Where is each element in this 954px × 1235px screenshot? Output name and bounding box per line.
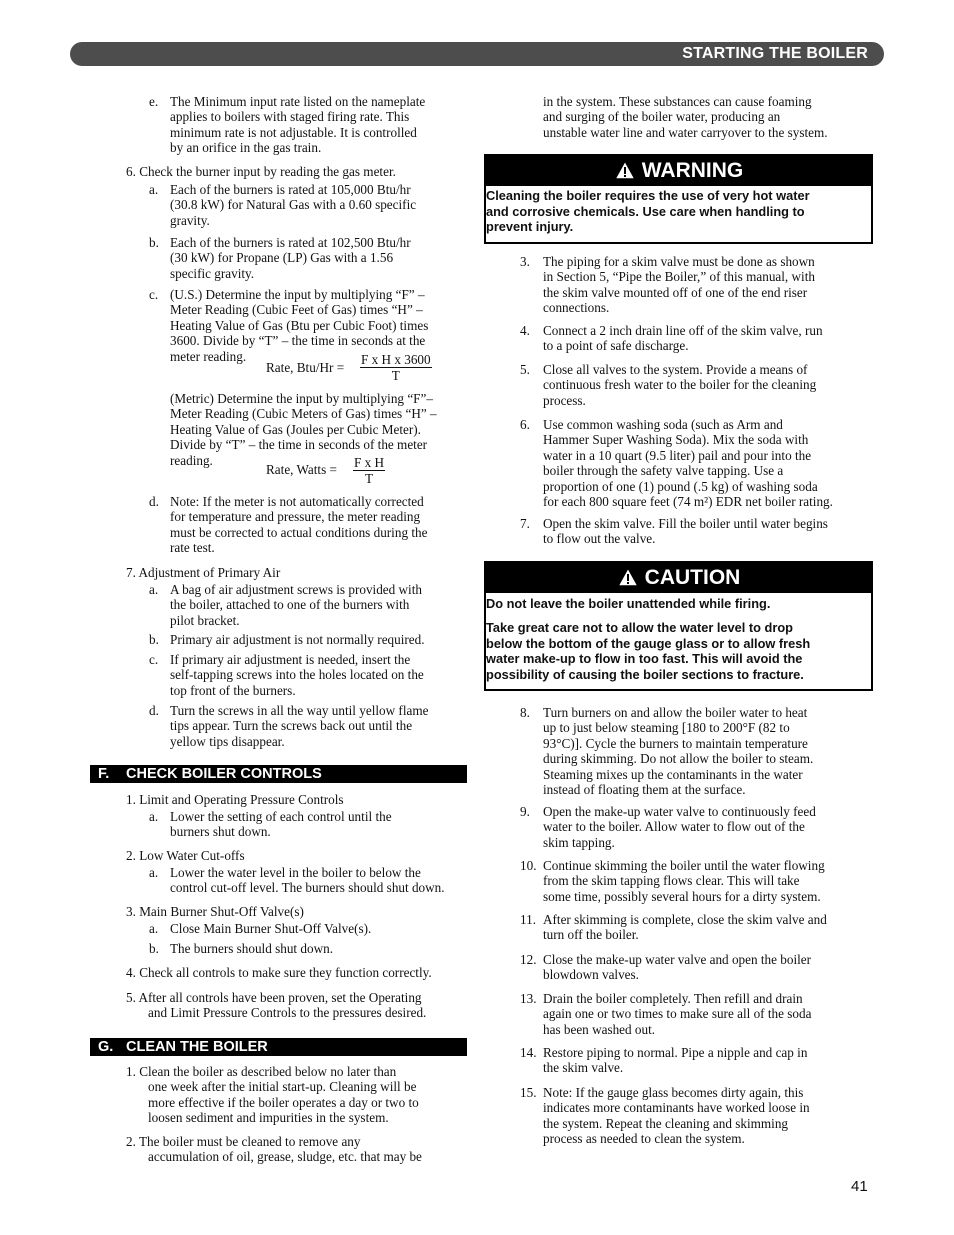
r-item-12-text-line: Close the make-up water valve and open the boiler [543, 952, 812, 967]
r-item-6-text-line: for each 800 square feet (74 m²) EDR net boiler rating. [543, 494, 833, 509]
formula-2-fraction [353, 455, 385, 486]
item-letter: b. [149, 941, 159, 956]
f-item-3b-text: The burners should shut down. [170, 941, 333, 956]
r-item-15-text-line: process as needed to clean the system. [543, 1131, 745, 1147]
item-6d-text-line: for temperature and pressure, the meter reading [170, 509, 421, 525]
r-item-3-text-line: in Section 5, “Pipe the Boiler,” of this manual, with [543, 269, 815, 285]
item-6b-text-line: specific gravity. [170, 265, 255, 281]
r-item-13-text-line: Drain the boiler completely. Then refill and drain [543, 991, 803, 1006]
item-letter: b. [149, 632, 159, 647]
item-6a-text-line: Each of the burners is rated at 105,000 Btu/hr [170, 182, 411, 197]
warning-title: WARNING [641, 159, 744, 182]
caution-text-line: water make-up to flow in too fast. This will avoid the [486, 651, 803, 666]
r-item-10-text-line: Continue skimming the boiler until the water flowing [543, 858, 825, 873]
formula-2-numerator: F x H [354, 455, 385, 470]
item-letter: a. [149, 921, 159, 936]
section-f-letter: F. [98, 766, 110, 782]
f-item-3a-text: Close Main Burner Shut-Off Valve(s). [170, 921, 372, 936]
r-item-6-text-line: Use common washing soda (such as Arm and [543, 417, 783, 432]
r-item-13-text-line: again one or two times to make sure all of the soda [543, 1006, 812, 1022]
g-item-1-text-line: loosen sediment and impurities in the system. [148, 1110, 389, 1126]
item-num: 5. [520, 362, 530, 377]
item-num: 14. [520, 1045, 537, 1060]
item-letter: d. [149, 494, 159, 509]
item-letter: c. [149, 287, 159, 302]
item-6c-text-line: (U.S.) Determine the input by multiplying “F” – [170, 287, 425, 302]
item-6c-text-line: meter reading. [170, 348, 247, 364]
item-7d-text-line: Turn the screws in all the way until yellow flame [170, 703, 429, 718]
item-7a-text-line: A bag of air adjustment screws is provided with [170, 582, 422, 597]
r-item-5-text-line: Close all valves to the system. Provide a means of [543, 362, 808, 377]
r-item-10-text-line: from the skim tapping flows clear. This will take [543, 873, 800, 889]
item-7a-text-line: pilot bracket. [170, 612, 240, 628]
r-item-5-text-line: process. [543, 392, 586, 408]
item-7c-text-line: If primary air adjustment is needed, insert the [170, 652, 411, 667]
section-header-banner [70, 42, 884, 66]
r-item-3-text-line: the skim valve mounted off of one of the end riser [543, 284, 808, 300]
item-7d-text-line: yellow tips disappear. [170, 733, 285, 749]
r-item-6-text-line: boiler through the safety valve tapping. Use a [543, 463, 784, 479]
item-e-text-line: The Minimum input rate listed on the nameplate [170, 94, 426, 109]
r-item-8-text-line: up to just below steaming [180 to 200°F (82 to [543, 720, 790, 736]
formula-1-fraction [360, 352, 432, 383]
r-item-6-text-line: water in a 10 quart (9.5 liter) pail and pour into the [543, 447, 812, 463]
f-item-5-text-line: 5. After all controls have been proven, set the Operating [126, 990, 422, 1005]
section-f-heading [90, 765, 467, 783]
section-g-letter: G. [98, 1039, 114, 1055]
item-e-text-line: by an orifice in the gas train. [170, 140, 322, 156]
section-f-title: CHECK BOILER CONTROLS [126, 766, 322, 782]
caution-text-line: Take great care not to allow the water level to drop [486, 620, 793, 635]
item-letter: a. [149, 582, 159, 597]
formula-1-label: Rate, Btu/Hr = [266, 360, 345, 375]
r-item-15-text-line: the system. Repeat the cleaning and skimming [543, 1115, 789, 1131]
r-item-4-text-line: to a point of safe discharge. [543, 338, 689, 354]
f-item-2a-text-line: Lower the water level in the boiler to below the [170, 865, 421, 880]
caution-box [484, 561, 873, 691]
item-6b-text-line: Each of the burners is rated at 102,500 Btu/hr [170, 235, 411, 250]
item-6: 6. Check the burner input by reading the gas meter. [126, 164, 396, 179]
f-item-2a-text-line: control cut-off level. The burners should shut down. [170, 880, 445, 896]
section-g-title: CLEAN THE BOILER [126, 1039, 268, 1055]
item-6c-metric-text-line: Divide by “T” – the time in seconds of the meter [170, 437, 428, 453]
item-num: 3. [520, 254, 530, 269]
f-item-5-text-line: and Limit Pressure Controls to the pressures desired. [148, 1005, 427, 1021]
item-num: 8. [520, 705, 530, 720]
item-7c-text-line: self-tapping screws into the holes located on the [170, 667, 424, 683]
caution-line-1: Do not leave the boiler unattended while firing. [486, 596, 771, 611]
caution-title: CAUTION [644, 566, 741, 589]
item-6a-text-line: (30.8 kW) for Natural Gas with a 0.60 specific [170, 197, 417, 213]
g-item-2-text-line: 2. The boiler must be cleaned to remove any [126, 1134, 361, 1149]
r-item-8-text-line: 93°C)]. Cycle the burners to maintain temperature [543, 735, 808, 751]
f-item-1a-text-line: Lower the setting of each control until the [170, 809, 392, 824]
item-num: 15. [520, 1085, 537, 1100]
r-item-8-text-line: instead of floating them at the surface. [543, 782, 746, 797]
r-item-14-text-line: Restore piping to normal. Pipe a nipple and cap in [543, 1045, 808, 1060]
r-item-6-text-line: Hammer Super Washing Soda). Mix the soda with [543, 432, 809, 448]
item-letter: e. [149, 94, 159, 109]
item-6d-text-line: must be corrected to actual conditions during the [170, 524, 428, 540]
r-item-13-text-line: has been washed out. [543, 1021, 656, 1037]
item-letter: d. [149, 703, 159, 718]
r-item-3-text-line: connections. [543, 300, 610, 316]
f-item-4: 4. Check all controls to make sure they function correctly. [126, 965, 432, 980]
formula-1-numerator: F x H x 3600 [361, 352, 431, 367]
r-item-9-text-line: skim tapping. [543, 834, 615, 850]
formula-2-label: Rate, Watts = [266, 462, 337, 477]
item-7c-text-line: top front of the burners. [170, 682, 296, 698]
item-6c-text-line: 3600. Divide by “T” – the time in seconds at the [170, 333, 426, 349]
section-header-title: STARTING THE BOILER [682, 45, 868, 62]
formula-1-denominator: T [391, 368, 400, 383]
item-e-text-line: applies to boilers with staged firing rate. This [170, 109, 410, 125]
warning-box [484, 154, 873, 244]
item-num: 9. [520, 804, 530, 819]
item-num: 6. [520, 417, 530, 432]
item-7a-text-line: the boiler, attached to one of the burners with [170, 597, 410, 613]
r-item-15-text-line: indicates more contaminants have worked loose in [543, 1100, 810, 1116]
item-6c-text-line: Heating Value of Gas (Btu per Cubic Foot) times [170, 317, 429, 333]
r-item-7-text-line: Open the skim valve. Fill the boiler until water begins [543, 516, 828, 531]
r-item-8-text-line: Turn burners on and allow the boiler water to heat [543, 705, 808, 720]
r-item-11-text-line: turn off the boiler. [543, 927, 639, 943]
warning-triangle-icon [617, 567, 639, 587]
item-6c-metric-text-line: reading. [170, 452, 213, 468]
warning-text-line: Cleaning the boiler requires the use of very hot water [486, 188, 810, 203]
formula-2-denominator: T [364, 471, 374, 486]
item-7b-text-line: Primary air adjustment is not normally required. [170, 632, 425, 647]
r-item-12-text-line: blowdown valves. [543, 967, 639, 983]
r-item-9-text-line: water to the boiler. Allow water to flow out of the [543, 819, 805, 835]
f-item-2: 2. Low Water Cut-offs [126, 848, 245, 863]
item-7d-text-line: tips appear. Turn the screws back out until the [170, 718, 413, 734]
r-item-5-text-line: continuous fresh water to the boiler for the cleaning [543, 377, 817, 393]
item-letter: a. [149, 809, 159, 824]
r-item-14-text-line: the skim valve. [543, 1060, 624, 1076]
item-num: 13. [520, 991, 537, 1006]
f-item-1a-text-line: burners shut down. [170, 824, 271, 840]
r-item-8-text-line: Steaming mixes up the contaminants in the water [543, 766, 803, 782]
r-item-6-text-line: proportion of one (1) pound (.5 kg) of washing soda [543, 478, 818, 494]
r-item-15-text-line: Note: If the gauge glass becomes dirty again, this [543, 1085, 804, 1100]
item-e-text-line: minimum rate is not adjustable. It is controlled [170, 124, 417, 140]
g-item-1-text-line: one week after the initial start-up. Cleaning will be [148, 1079, 417, 1095]
page-number: 41 [851, 1178, 868, 1195]
item-num: 7. [520, 516, 530, 531]
g-item-1-text-line: more effective if the boiler operates a day or two to [148, 1094, 419, 1110]
item-letter: b. [149, 235, 159, 250]
caution-text-line: below the bottom of the gauge glass or to allow fresh [486, 635, 811, 651]
r-item-11-text-line: After skimming is complete, close the skim valve and [543, 912, 827, 927]
f-item-3: 3. Main Burner Shut-Off Valve(s) [126, 904, 304, 919]
item-6d-text-line: Note: If the meter is not automatically corrected [170, 494, 424, 509]
item-letter: c. [149, 652, 159, 667]
item-num: 12. [520, 952, 537, 967]
caution-text-line: possibility of causing the boiler sections to fracture. [486, 666, 804, 682]
r-item-4-text-line: Connect a 2 inch drain line off of the skim valve, run [543, 323, 823, 338]
f-item-1: 1. Limit and Operating Pressure Controls [126, 792, 344, 807]
item-6a-text-line: gravity. [170, 212, 210, 228]
g-item-1-text-line: 1. Clean the boiler as described below no later than [126, 1064, 397, 1079]
g-item-2-continued-line: unstable water line and water carryover to the system. [543, 124, 828, 140]
item-7: 7. Adjustment of Primary Air [126, 565, 281, 580]
item-6b-text-line: (30 kW) for Propane (LP) Gas with a 1.56 [170, 250, 394, 266]
item-letter: a. [149, 182, 159, 197]
g-item-2-text-line: accumulation of oil, grease, sludge, etc. that may be [148, 1149, 422, 1165]
warning-text-line: prevent injury. [486, 219, 574, 234]
item-letter: a. [149, 865, 159, 880]
item-num: 10. [520, 858, 537, 873]
item-num: 11. [520, 912, 536, 927]
item-6c-metric-text-line: Meter Reading (Cubic Meters of Gas) times “H” – [170, 406, 437, 422]
warning-text-line: and corrosive chemicals. Use care when handling to [486, 203, 805, 219]
item-num: 4. [520, 323, 530, 338]
section-g-heading [90, 1038, 467, 1056]
r-item-8-text-line: during skimming. Do not allow the boiler to steam. [543, 751, 814, 767]
r-item-10-text-line: some time, possibly several hours for a dirty system. [543, 888, 821, 904]
g-item-2-continued-line: and surging of the boiler water, producing an [543, 109, 781, 125]
item-6c-metric-text-line: Heating Value of Gas (Joules per Cubic Meter). [170, 421, 421, 437]
item-6c-metric-text-line: (Metric) Determine the input by multiplying “F”– [170, 391, 433, 406]
r-item-7-text-line: to flow out the valve. [543, 531, 656, 547]
r-item-3-text-line: The piping for a skim valve must be done as shown [543, 254, 815, 269]
warning-triangle-icon [614, 160, 636, 180]
item-6d-text-line: rate test. [170, 540, 215, 556]
item-6c-text-line: Meter Reading (Cubic Feet of Gas) times “H” – [170, 302, 423, 318]
warning-header [486, 156, 871, 186]
r-item-9-text-line: Open the make-up water valve to continuously feed [543, 804, 816, 819]
g-item-2-continued-line: in the system. These substances can cause foaming [543, 94, 812, 109]
caution-header [486, 563, 871, 593]
